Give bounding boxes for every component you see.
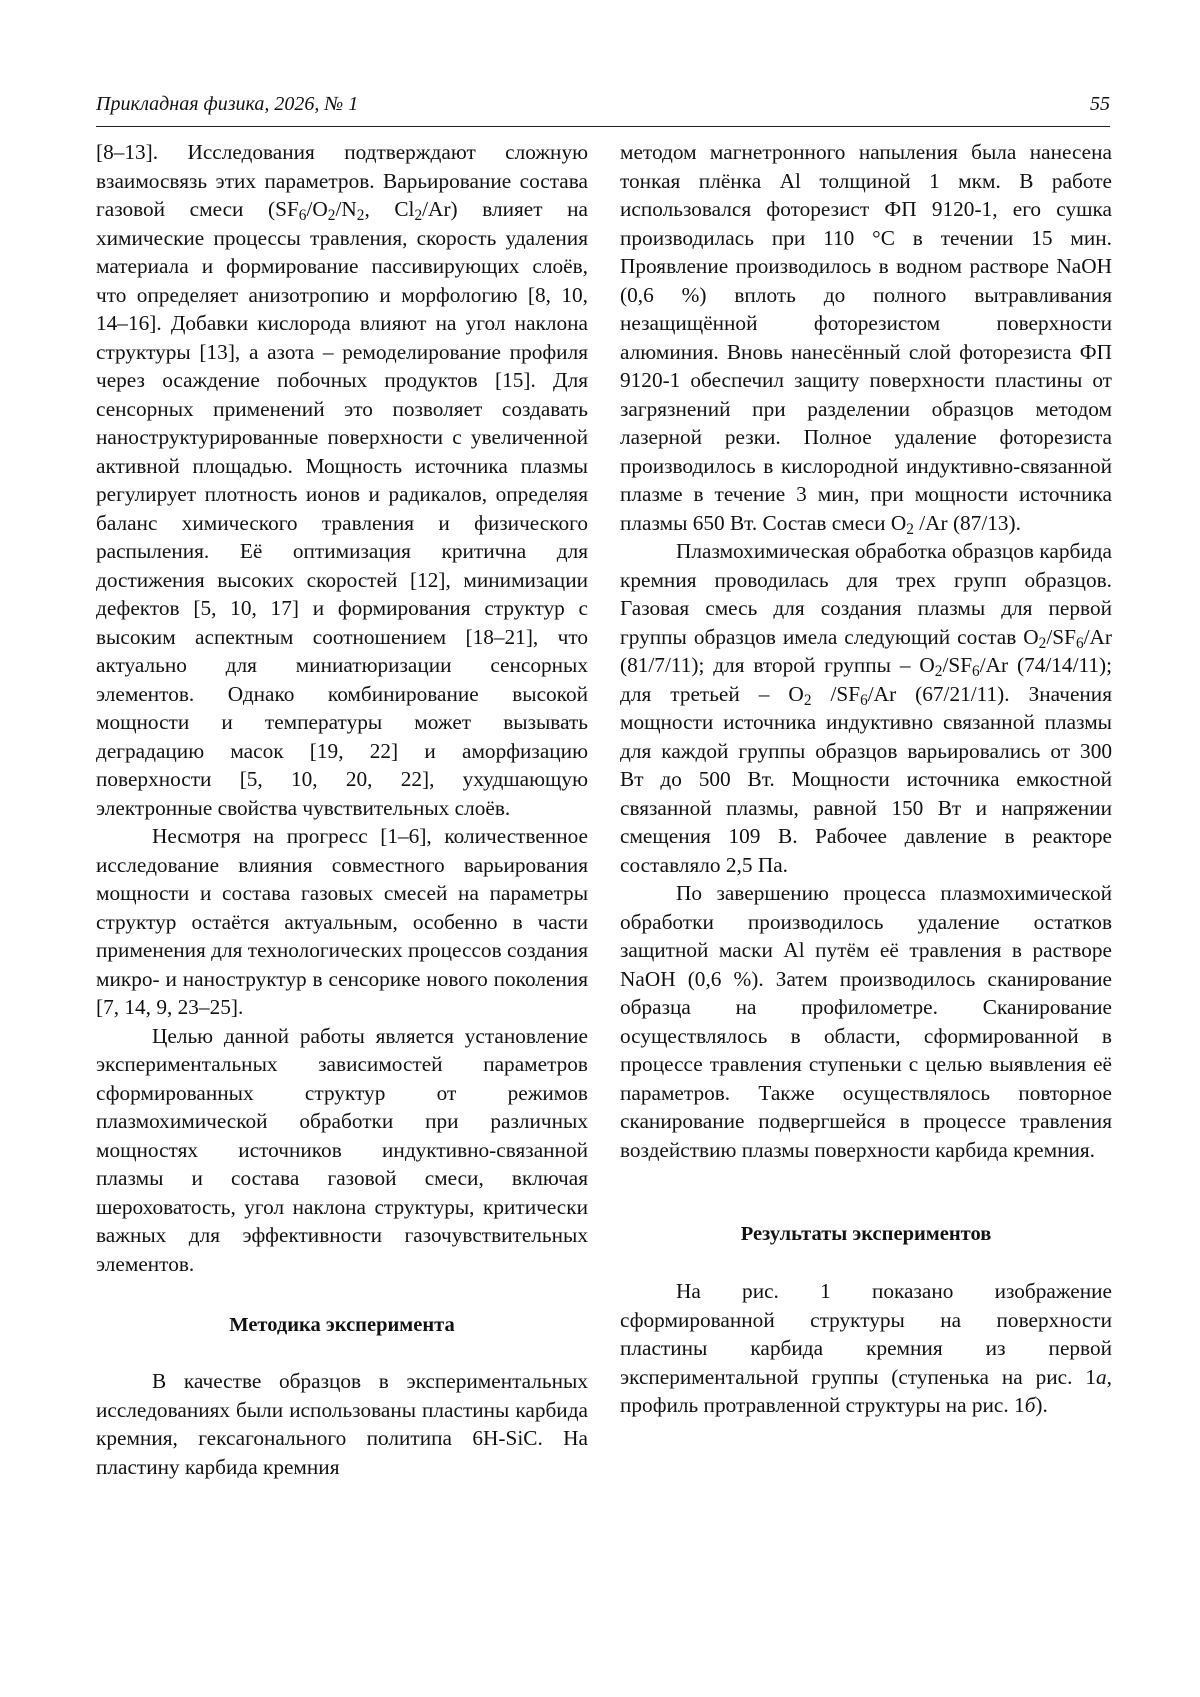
page-number: 55 [1090,93,1110,115]
right-column [620,138,1112,1420]
paragraph-intro-continued: [8–13]. Исследования подтверждают сложную взаимосвязь этих параметров. Варьирование состава газовой смеси ($SF_6/O_2/N_2$, $Cl_2/Ar$) влияет на химические процессы травления, скорость удаления материала и формирование пассивирующих слоёв, что определяет анизотропию и морфологию [8, 10, 14–16]. Добавки кислорода влияют на угол наклона структуры [13], а азота – ремоделирование профиля через осаждение побочных продуктов [15]. Для сенсорных применений это позволяет создавать наноструктурированные поверхности с увеличенной активной площадью. Мощность источника плазмы регулирует плотность ионов и радикалов, определяя баланс химического травления и физического распыления. Её оптимизация критична для достижения высоких скоростей [12], минимизации дефектов [5, 10, 17] и формирования структур с высоким аспектным соотношением [18–21], что актуально для миниатюризации сенсорных элементов. Однако комбинирование высокой мощности и температуры может вызывать деградацию масок [19, 22] и аморфизацию поверхности [5, 10, 20, 22], ухудшающую электронные свойства чувствительных слоёв. [96,140,588,820]
paragraph-figure-description: На рис. 1 показано изображение сформированной структуры на поверхности пластины карбида кремния из первой экспериментальной группы (ступенька на рис. 1а, профиль протравленной структуры на рис. 1б). [620,1279,1112,1417]
section-heading-results: Результаты экспериментов [740,1223,992,1245]
paragraph-mask-removal: По завершению процесса плазмохимической обработки производилось удаление остатков защитной маски Al путём её травления в растворе NaOH (0,6 %). Затем производилось сканирование образца на профилометре. Сканирование осуществлялось в области, сформированной в процессе травления ступеньки с целью выявления её параметров. Также осуществлялось повторное сканирование подвергшейся в процессе травления воздействию плазмы поверхности карбида кремния. [620,881,1112,1162]
paragraph-goal: Целью данной работы является установление экспериментальных зависимостей параметров сформированных структур от режимов плазмохимической обработки при различных мощностях источников индуктивно-связанной плазмы и состава газовой смеси, включая шероховатость, угол наклона структуры, критически важных для эффективности газочувствительных элементов. [96,1023,588,1276]
paragraph-preparation: методом магнетронного напыления была нанесена тонкая плёнка Al толщиной 1 мкм. В работе использовался фоторезист ФП 9120-1, его сушка производилась при 110 °C в течении 15 мин. Проявление производилось в водном растворе NaOH (0,6 %) вплоть до полного вытравливания незащищённой фоторезистом поверхности алюминия. Вновь нанесённый слой фоторезиста ФП 9120-1 обеспечил защиту поверхности пластины от загрязнений при разделении образцов методом лазерной резки. Полное удаление фоторезиста производилось в кислородной индуктивно-связанной плазме в течение 3 мин, при мощности источника плазмы 650 Вт. Состав смеси $O_2$ /Ar (87/13). [620,140,1112,538]
left-column [96,138,588,1481]
paragraph-plasma-treatment: Плазмохимическая обработка образцов карбида кремния проводилась для трех групп образцов. Газовая смесь для создания плазмы для первой группы образцов имела следующий состав $O_2/SF_6/Ar$ (81/7/11); для второй группы – $O_2/SF_6/Ar$ (74/14/11); для третьей – $O_2$ $/SF_6/Ar$ (67/21/11). Значения мощности источника индуктивно связанной плазмы для каждой группы образцов варьировались от 300 Вт до 500 Вт. Мощности источника емкостной связанной плазмы, равной 150 Вт и напряжении смещения 109 В. Рабочее давление в реакторе составляло 2,5 Па. [620,539,1113,877]
journal-title: Прикладная физика, 2026, № 1 [96,93,359,115]
header-rule [96,126,1110,127]
section-heading-methods: Методика эксперимента [229,1314,455,1336]
paragraph-samples: В качестве образцов в экспериментальных исследованиях были использованы пластины карбида кремния, гексагонального политипа 6H-SiC. На пластину карбида кремния [96,1369,588,1479]
paragraph-progress: Несмотря на прогресс [1–6], количественное исследование влияния совместного варьирования мощности и состава газовых смесей на параметры структур остаётся актуальным, особенно в части применения для технологических процессов создания микро- и наноструктур в сенсорике нового поколения [7, 14, 9, 23–25]. [96,824,588,1019]
